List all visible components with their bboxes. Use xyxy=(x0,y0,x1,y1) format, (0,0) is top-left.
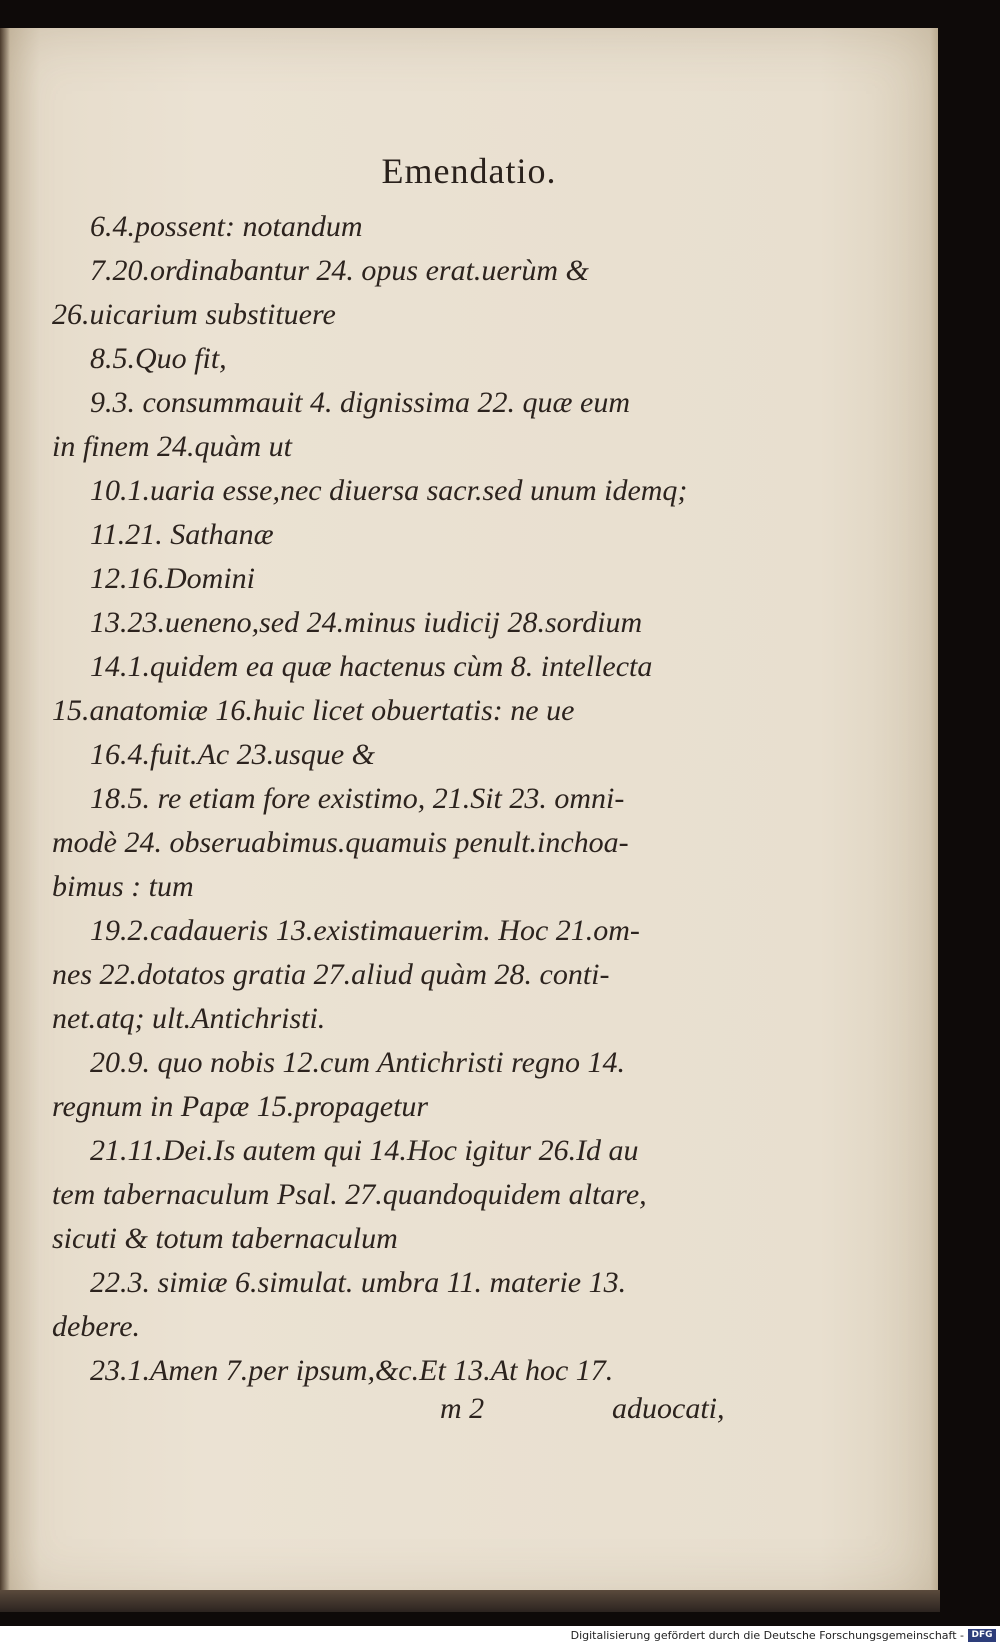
errata-line: in finem 24.quàm ut xyxy=(52,430,292,463)
errata-line: 19.2.cadaueris 13.existimauerim. Hoc 21.om- xyxy=(90,914,640,947)
errata-line: 26.uicarium substituere xyxy=(52,298,336,331)
errata-line: 9.3. consummauit 4. dignissima 22. quæ eum xyxy=(90,386,630,419)
errata-line: debere. xyxy=(52,1310,141,1343)
errata-line: 15.anatomiæ 16.huic licet obuertatis: ne ue xyxy=(52,694,575,727)
dfg-logo: DFG xyxy=(968,1629,996,1642)
errata-line: 22.3. simiæ 6.simulat. umbra 11. materie 13. xyxy=(90,1266,627,1299)
errata-line: net.atq; ult.Antichristi. xyxy=(52,1002,326,1035)
signature-mark: m 2 xyxy=(440,1392,485,1425)
errata-line: tem tabernaculum Psal. 27.quandoquidem altare, xyxy=(52,1178,647,1211)
errata-line: 14.1.quidem ea quæ hactenus cùm 8. intellecta xyxy=(90,650,653,683)
catchword: aduocati, xyxy=(612,1392,725,1425)
errata-line: sicuti & totum tabernaculum xyxy=(52,1222,398,1255)
errata-line: 21.11.Dei.Is autem qui 14.Hoc igitur 26.Id au xyxy=(90,1134,639,1167)
errata-line: 23.1.Amen 7.per ipsum,&c.Et 13.At hoc 17. xyxy=(90,1354,614,1387)
footer-credit: Digitalisierung gefördert durch die Deutsche Forschungsgemeinschaft - xyxy=(570,1629,964,1642)
errata-text-block xyxy=(52,205,742,1393)
errata-line: 6.4.possent: notandum xyxy=(90,210,363,243)
errata-line: regnum in Papæ 15.propagetur xyxy=(52,1090,429,1123)
errata-line: 20.9. quo nobis 12.cum Antichristi regno 14. xyxy=(90,1046,625,1079)
page-bottom-edge xyxy=(0,1590,940,1612)
errata-line: modè 24. obseruabimus.quamuis penult.inchoa- xyxy=(52,826,629,859)
errata-line: 11.21. Sathanæ xyxy=(90,518,274,551)
errata-line: 16.4.fuit.Ac 23.usque & xyxy=(90,738,375,771)
page-gutter-shadow xyxy=(0,28,10,1602)
errata-line: 12.16.Domini xyxy=(90,562,255,595)
errata-line: nes 22.dotatos gratia 27.aliud quàm 28. conti- xyxy=(52,958,610,991)
errata-line: 8.5.Quo fit, xyxy=(90,342,227,375)
errata-line: bimus : tum xyxy=(52,870,194,903)
page-heading: Emendatio. xyxy=(381,151,557,191)
errata-line: 18.5. re etiam fore existimo, 21.Sit 23. omni- xyxy=(90,782,625,815)
errata-line: 13.23.ueneno,sed 24.minus iudicij 28.sordium xyxy=(90,606,643,639)
errata-line: 7.20.ordinabantur 24. opus erat.uerùm & xyxy=(90,254,589,287)
errata-line: 10.1.uaria esse,nec diuersa sacr.sed unum idemq; xyxy=(90,474,688,507)
